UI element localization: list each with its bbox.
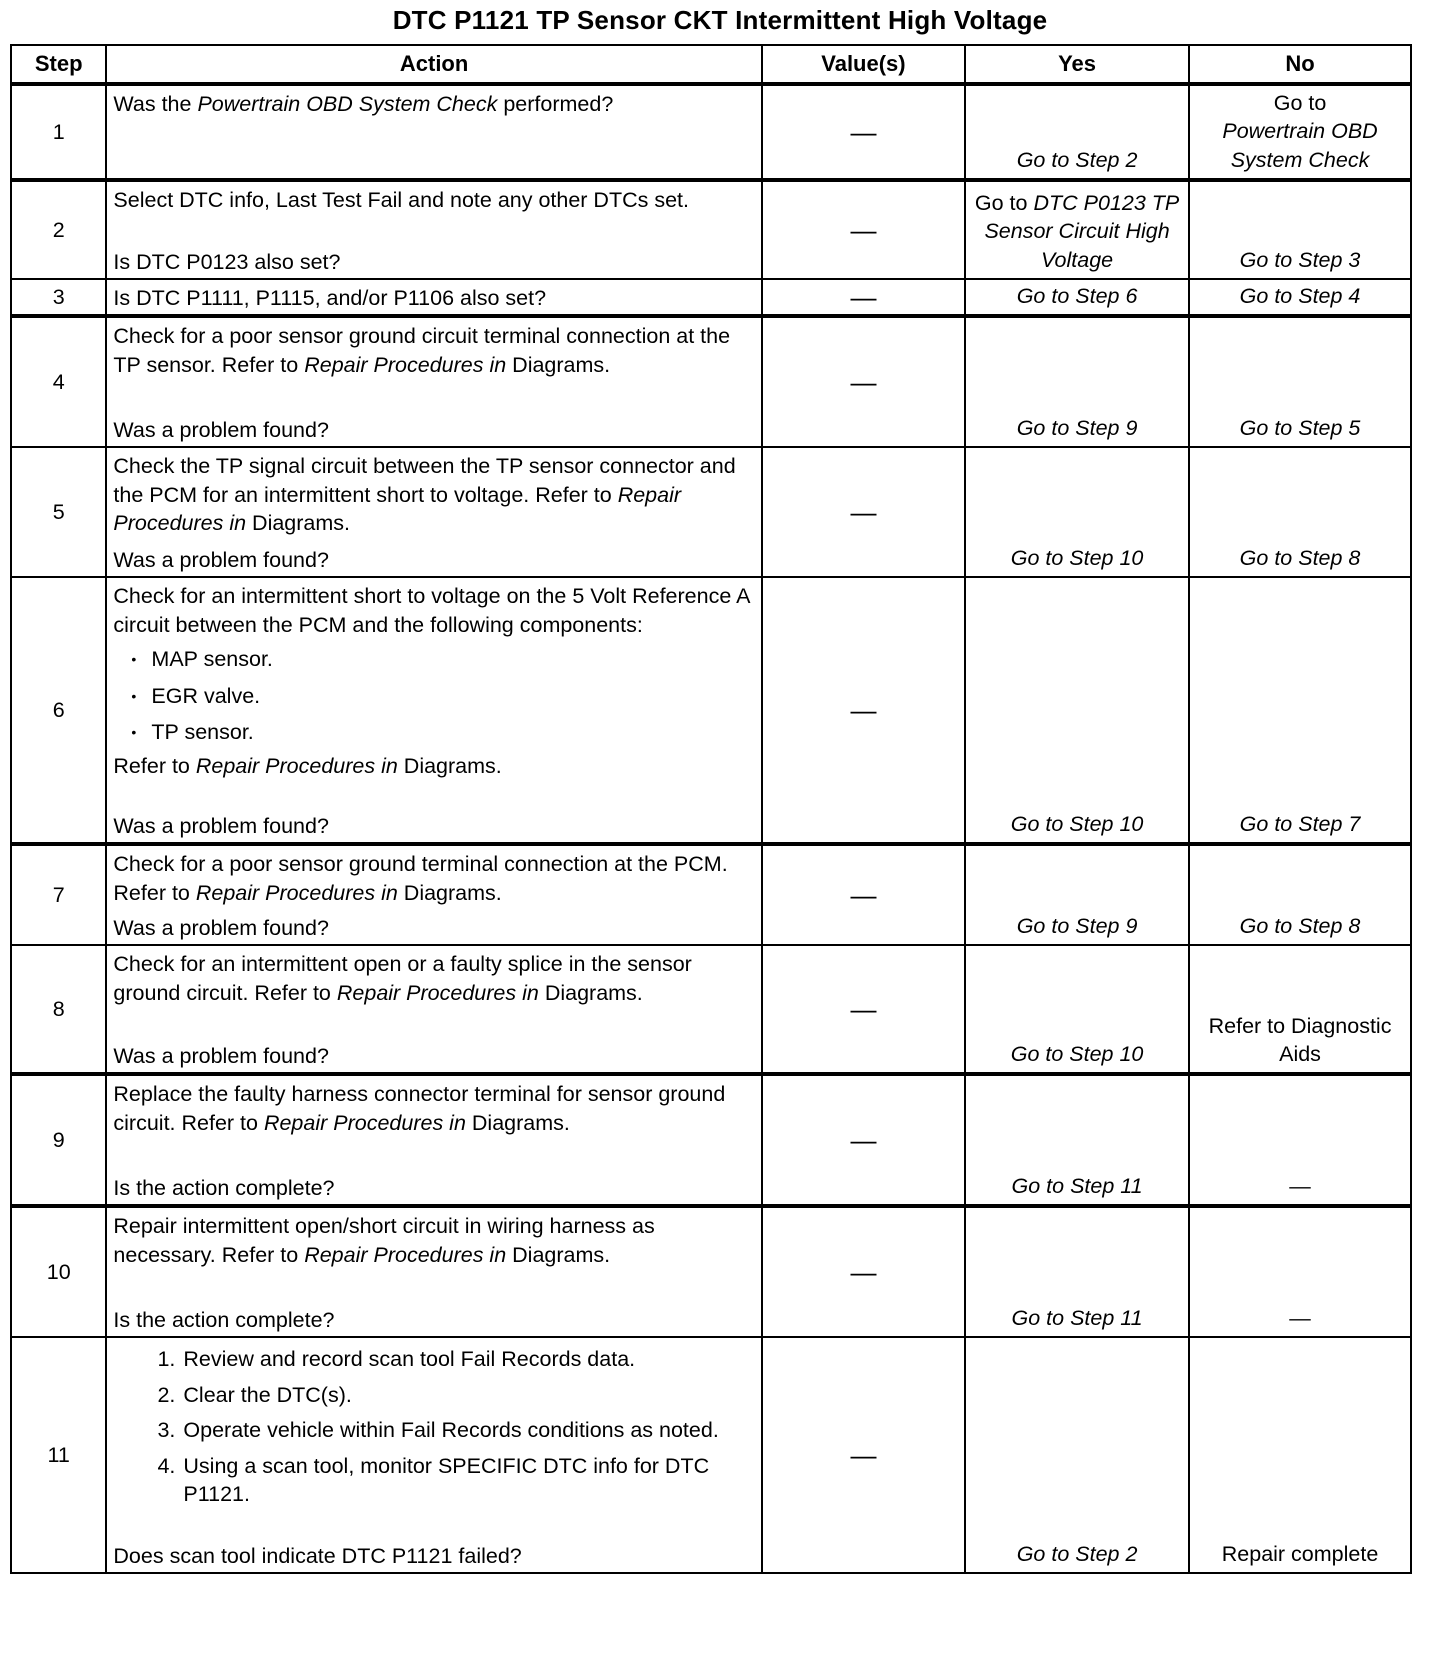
action-cell	[106, 945, 761, 1074]
action-content	[107, 318, 760, 446]
yes-cell	[965, 1337, 1189, 1573]
yes-cell	[965, 279, 1189, 316]
yes-text	[966, 187, 1188, 278]
value-cell: —	[762, 945, 965, 1074]
action-content	[107, 280, 760, 314]
action-cell	[106, 1337, 761, 1573]
table-row	[11, 1337, 1411, 1573]
no-cell	[1189, 945, 1411, 1074]
yes-text	[966, 910, 1188, 944]
action-text	[113, 950, 754, 1007]
action-question: Was a problem found?	[113, 814, 329, 838]
action-question: Was a problem found?	[113, 548, 329, 572]
yes-cell	[965, 316, 1189, 447]
list-number: 4.	[157, 1453, 176, 1478]
yes-cell	[965, 180, 1189, 279]
yes-goto: Go to Step 2	[1016, 147, 1138, 172]
action-question: Does scan tool indicate DTC P1121 failed?	[113, 1544, 522, 1568]
numbered-list	[113, 1342, 754, 1512]
no-text	[1190, 808, 1410, 842]
step-number: 5	[11, 447, 106, 577]
yes-text	[966, 1038, 1188, 1072]
action-text	[113, 322, 754, 379]
yes-text	[966, 542, 1188, 576]
step-number: 4	[11, 316, 106, 447]
table-row	[11, 577, 1411, 844]
action-italic-ref: Repair Procedures in	[304, 352, 507, 377]
action-content	[107, 1338, 760, 1572]
no-outcome: —	[1289, 1174, 1311, 1198]
no-cell	[1189, 279, 1411, 316]
action-content	[107, 182, 760, 278]
list-number: 3.	[157, 1418, 176, 1443]
no-cell	[1189, 1206, 1411, 1337]
action-cell	[106, 84, 761, 180]
action-text: Check the TP signal circuit between the TP sensor connector and the PCM for an intermittent short to voltage. Refer to	[113, 454, 736, 507]
action-text: performed?	[497, 92, 614, 116]
yes-goto: Go to Step 11	[1011, 1174, 1143, 1198]
no-text	[1190, 280, 1410, 314]
step-number: 1	[11, 84, 106, 180]
list-text: Review and record scan tool Fail Records data.	[183, 1347, 636, 1372]
action-italic-ref: Repair Procedures in	[263, 1110, 466, 1135]
no-outcome: Refer to Diagnostic Aids	[1208, 1013, 1392, 1066]
action-italic-ref: Repair Procedures in	[113, 482, 682, 536]
yes-cell	[965, 1206, 1189, 1337]
list-item: • EGR valve.	[113, 678, 754, 714]
action-text: Check for a poor sensor ground circuit terminal connection at the TP sensor. Refer to	[113, 324, 731, 377]
value-cell: —	[762, 447, 965, 577]
no-outcome: Repair complete	[1221, 1542, 1379, 1566]
column-header-step: Step	[11, 45, 106, 84]
yes-cell	[965, 945, 1189, 1074]
action-cell	[106, 1206, 761, 1337]
action-question: Was a problem found?	[113, 1044, 329, 1068]
action-text: Diagrams.	[397, 880, 502, 905]
table-row	[11, 180, 1411, 279]
action-cell	[106, 316, 761, 447]
list-text: Operate vehicle within Fail Records conditions as noted.	[183, 1418, 719, 1443]
action-text: Diagrams.	[246, 511, 351, 536]
action-question: Is DTC P0123 also set?	[113, 249, 341, 274]
value-cell: —	[762, 180, 965, 279]
action-text: Check for a poor sensor ground terminal connection at the PCM. Refer to	[113, 852, 728, 905]
yes-goto: Go to Step 6	[1016, 284, 1138, 308]
no-text	[1190, 910, 1410, 944]
bullet-list	[113, 641, 754, 750]
action-content	[107, 448, 760, 576]
action-text: Repair intermittent open/short circuit in wiring harness as necessary. Refer to	[113, 1214, 655, 1267]
step-number: 10	[11, 1206, 106, 1337]
yes-goto: Go to Step 10	[1010, 1042, 1144, 1066]
action-text: Replace the faulty harness connector terminal for sensor ground circuit. Refer to	[113, 1082, 726, 1135]
no-text	[1190, 1170, 1410, 1204]
table-row	[11, 945, 1411, 1074]
yes-text	[966, 808, 1188, 842]
no-cell	[1189, 577, 1411, 844]
action-italic-ref: Repair Procedures in	[336, 980, 539, 1005]
list-item	[113, 1378, 754, 1413]
action-cell	[106, 447, 761, 577]
no-text	[1190, 244, 1410, 278]
table-row	[11, 84, 1411, 180]
column-header-values: Value(s)	[762, 45, 965, 84]
yes-text	[966, 1538, 1188, 1572]
step-number: 7	[11, 844, 106, 945]
step-number: 8	[11, 945, 106, 1074]
action-text: Diagrams.	[538, 980, 643, 1005]
step-number: 11	[11, 1337, 106, 1573]
action-text: Is DTC P1111, P1115, and/or P1106 also set?	[113, 286, 547, 310]
value-cell: —	[762, 1074, 965, 1206]
action-text	[113, 850, 754, 907]
action-text: Diagrams.	[506, 1242, 611, 1267]
value-cell: —	[762, 279, 965, 316]
no-outcome: —	[1289, 1306, 1311, 1330]
no-text	[1190, 1302, 1410, 1336]
yes-text	[966, 1302, 1188, 1336]
action-content	[107, 846, 760, 944]
list-number: 1.	[157, 1347, 176, 1372]
action-italic-ref: Repair Procedures in	[195, 754, 398, 779]
action-content	[107, 946, 760, 1072]
action-text	[113, 752, 754, 780]
table-body	[11, 84, 1411, 1573]
column-header-yes: Yes	[965, 45, 1189, 84]
no-text	[1190, 87, 1410, 178]
no-goto: Go to Step 4	[1239, 284, 1361, 308]
no-text	[1190, 1010, 1410, 1073]
action-cell	[106, 844, 761, 945]
no-cell	[1189, 84, 1411, 180]
no-text	[1190, 542, 1410, 576]
action-content	[107, 578, 760, 842]
no-goto: Go to Step 7	[1239, 812, 1361, 836]
action-text	[113, 1080, 754, 1137]
action-question: Was a problem found?	[113, 916, 329, 940]
table-header-row	[11, 45, 1411, 84]
action-italic-ref: Repair Procedures in	[304, 1242, 507, 1267]
value-cell: —	[762, 1206, 965, 1337]
yes-goto: Go to Step 9	[1016, 914, 1138, 938]
yes-text	[966, 144, 1188, 178]
value-cell: —	[762, 844, 965, 945]
action-text: Diagrams.	[397, 754, 502, 779]
list-text: Using a scan tool, monitor SPECIFIC DTC info for DTC P1121.	[183, 1453, 710, 1506]
action-text: Diagrams.	[465, 1110, 570, 1135]
step-number: 2	[11, 180, 106, 279]
no-cell	[1189, 180, 1411, 279]
action-text	[113, 452, 754, 537]
list-item	[113, 1342, 754, 1377]
list-item: • MAP sensor.	[113, 641, 754, 677]
action-text: Check for an intermittent open or a faulty splice in the sensor ground circuit. Refer to	[113, 952, 692, 1005]
yes-cell	[965, 1074, 1189, 1206]
value-cell: —	[762, 84, 965, 180]
yes-italic-ref: DTC P0123 TP Sensor Circuit High Voltage	[984, 190, 1180, 272]
table-row	[11, 1206, 1411, 1337]
table-row	[11, 279, 1411, 316]
no-cell	[1189, 447, 1411, 577]
yes-cell	[965, 84, 1189, 180]
no-prefix: Go to	[1273, 90, 1327, 115]
yes-goto: Go to Step 9	[1016, 416, 1138, 440]
action-text: Was the	[113, 92, 198, 116]
step-number: 3	[11, 279, 106, 316]
yes-goto: Go to Step 10	[1010, 812, 1144, 836]
action-text: Refer to	[113, 754, 196, 779]
action-italic-ref: Repair Procedures in	[195, 880, 398, 905]
action-content	[107, 1208, 760, 1336]
yes-text	[966, 412, 1188, 446]
action-text: Select DTC info, Last Test Fail and note any other DTCs set.	[113, 188, 689, 212]
action-content	[107, 1076, 760, 1204]
list-item: • TP sensor.	[113, 714, 754, 750]
action-text	[113, 1212, 754, 1269]
action-cell	[106, 279, 761, 316]
action-text: Check for an intermittent short to voltage on the 5 Volt Reference A circuit between the PCM and the following components:	[113, 584, 750, 637]
action-question: Was a problem found?	[113, 418, 329, 442]
page-title: DTC P1121 TP Sensor CKT Intermittent High Voltage	[392, 5, 1048, 35]
list-number: 2.	[157, 1382, 176, 1407]
action-cell	[106, 1074, 761, 1206]
no-cell	[1189, 1074, 1411, 1206]
table-row	[11, 316, 1411, 447]
diagnostic-table	[10, 44, 1412, 1574]
value-cell: —	[762, 316, 965, 447]
no-cell	[1189, 844, 1411, 945]
yes-goto: Go to Step 2	[1016, 1542, 1138, 1566]
list-item	[113, 1449, 754, 1513]
yes-goto: Go to Step 11	[1011, 1306, 1143, 1330]
no-cell	[1189, 316, 1411, 447]
yes-prefix: Go to	[974, 190, 1034, 215]
action-cell	[106, 180, 761, 279]
yes-cell	[965, 447, 1189, 577]
yes-cell	[965, 844, 1189, 945]
no-goto: Go to Step 8	[1239, 914, 1361, 938]
no-text	[1190, 412, 1410, 446]
table-row	[11, 844, 1411, 945]
value-cell: —	[762, 1337, 965, 1573]
value-cell: —	[762, 577, 965, 844]
column-header-no: No	[1189, 45, 1411, 84]
action-text	[113, 284, 754, 312]
no-goto: Go to Step 3	[1239, 247, 1361, 272]
yes-text	[966, 280, 1188, 314]
step-number: 9	[11, 1074, 106, 1206]
table-row	[11, 1074, 1411, 1206]
table-row	[11, 447, 1411, 577]
column-header-action: Action	[106, 45, 761, 84]
action-question: Is the action complete?	[113, 1176, 335, 1200]
action-content	[107, 86, 760, 178]
yes-text	[966, 1170, 1188, 1204]
no-text	[1190, 1538, 1410, 1572]
yes-goto: Go to Step 10	[1010, 546, 1144, 570]
action-cell	[106, 577, 761, 844]
list-item	[113, 1413, 754, 1448]
yes-cell	[965, 577, 1189, 844]
no-cell	[1189, 1337, 1411, 1573]
action-text: Diagrams.	[506, 352, 611, 377]
step-number: 6	[11, 577, 106, 844]
action-question: Is the action complete?	[113, 1308, 335, 1332]
list-text: Clear the DTC(s).	[183, 1382, 352, 1407]
no-italic-ref: Powertrain OBD System Check	[1222, 119, 1378, 172]
action-text	[113, 90, 754, 118]
no-goto: Go to Step 5	[1239, 416, 1361, 440]
no-goto: Go to Step 8	[1239, 546, 1361, 570]
action-italic-ref: Powertrain OBD System Check	[197, 92, 498, 116]
